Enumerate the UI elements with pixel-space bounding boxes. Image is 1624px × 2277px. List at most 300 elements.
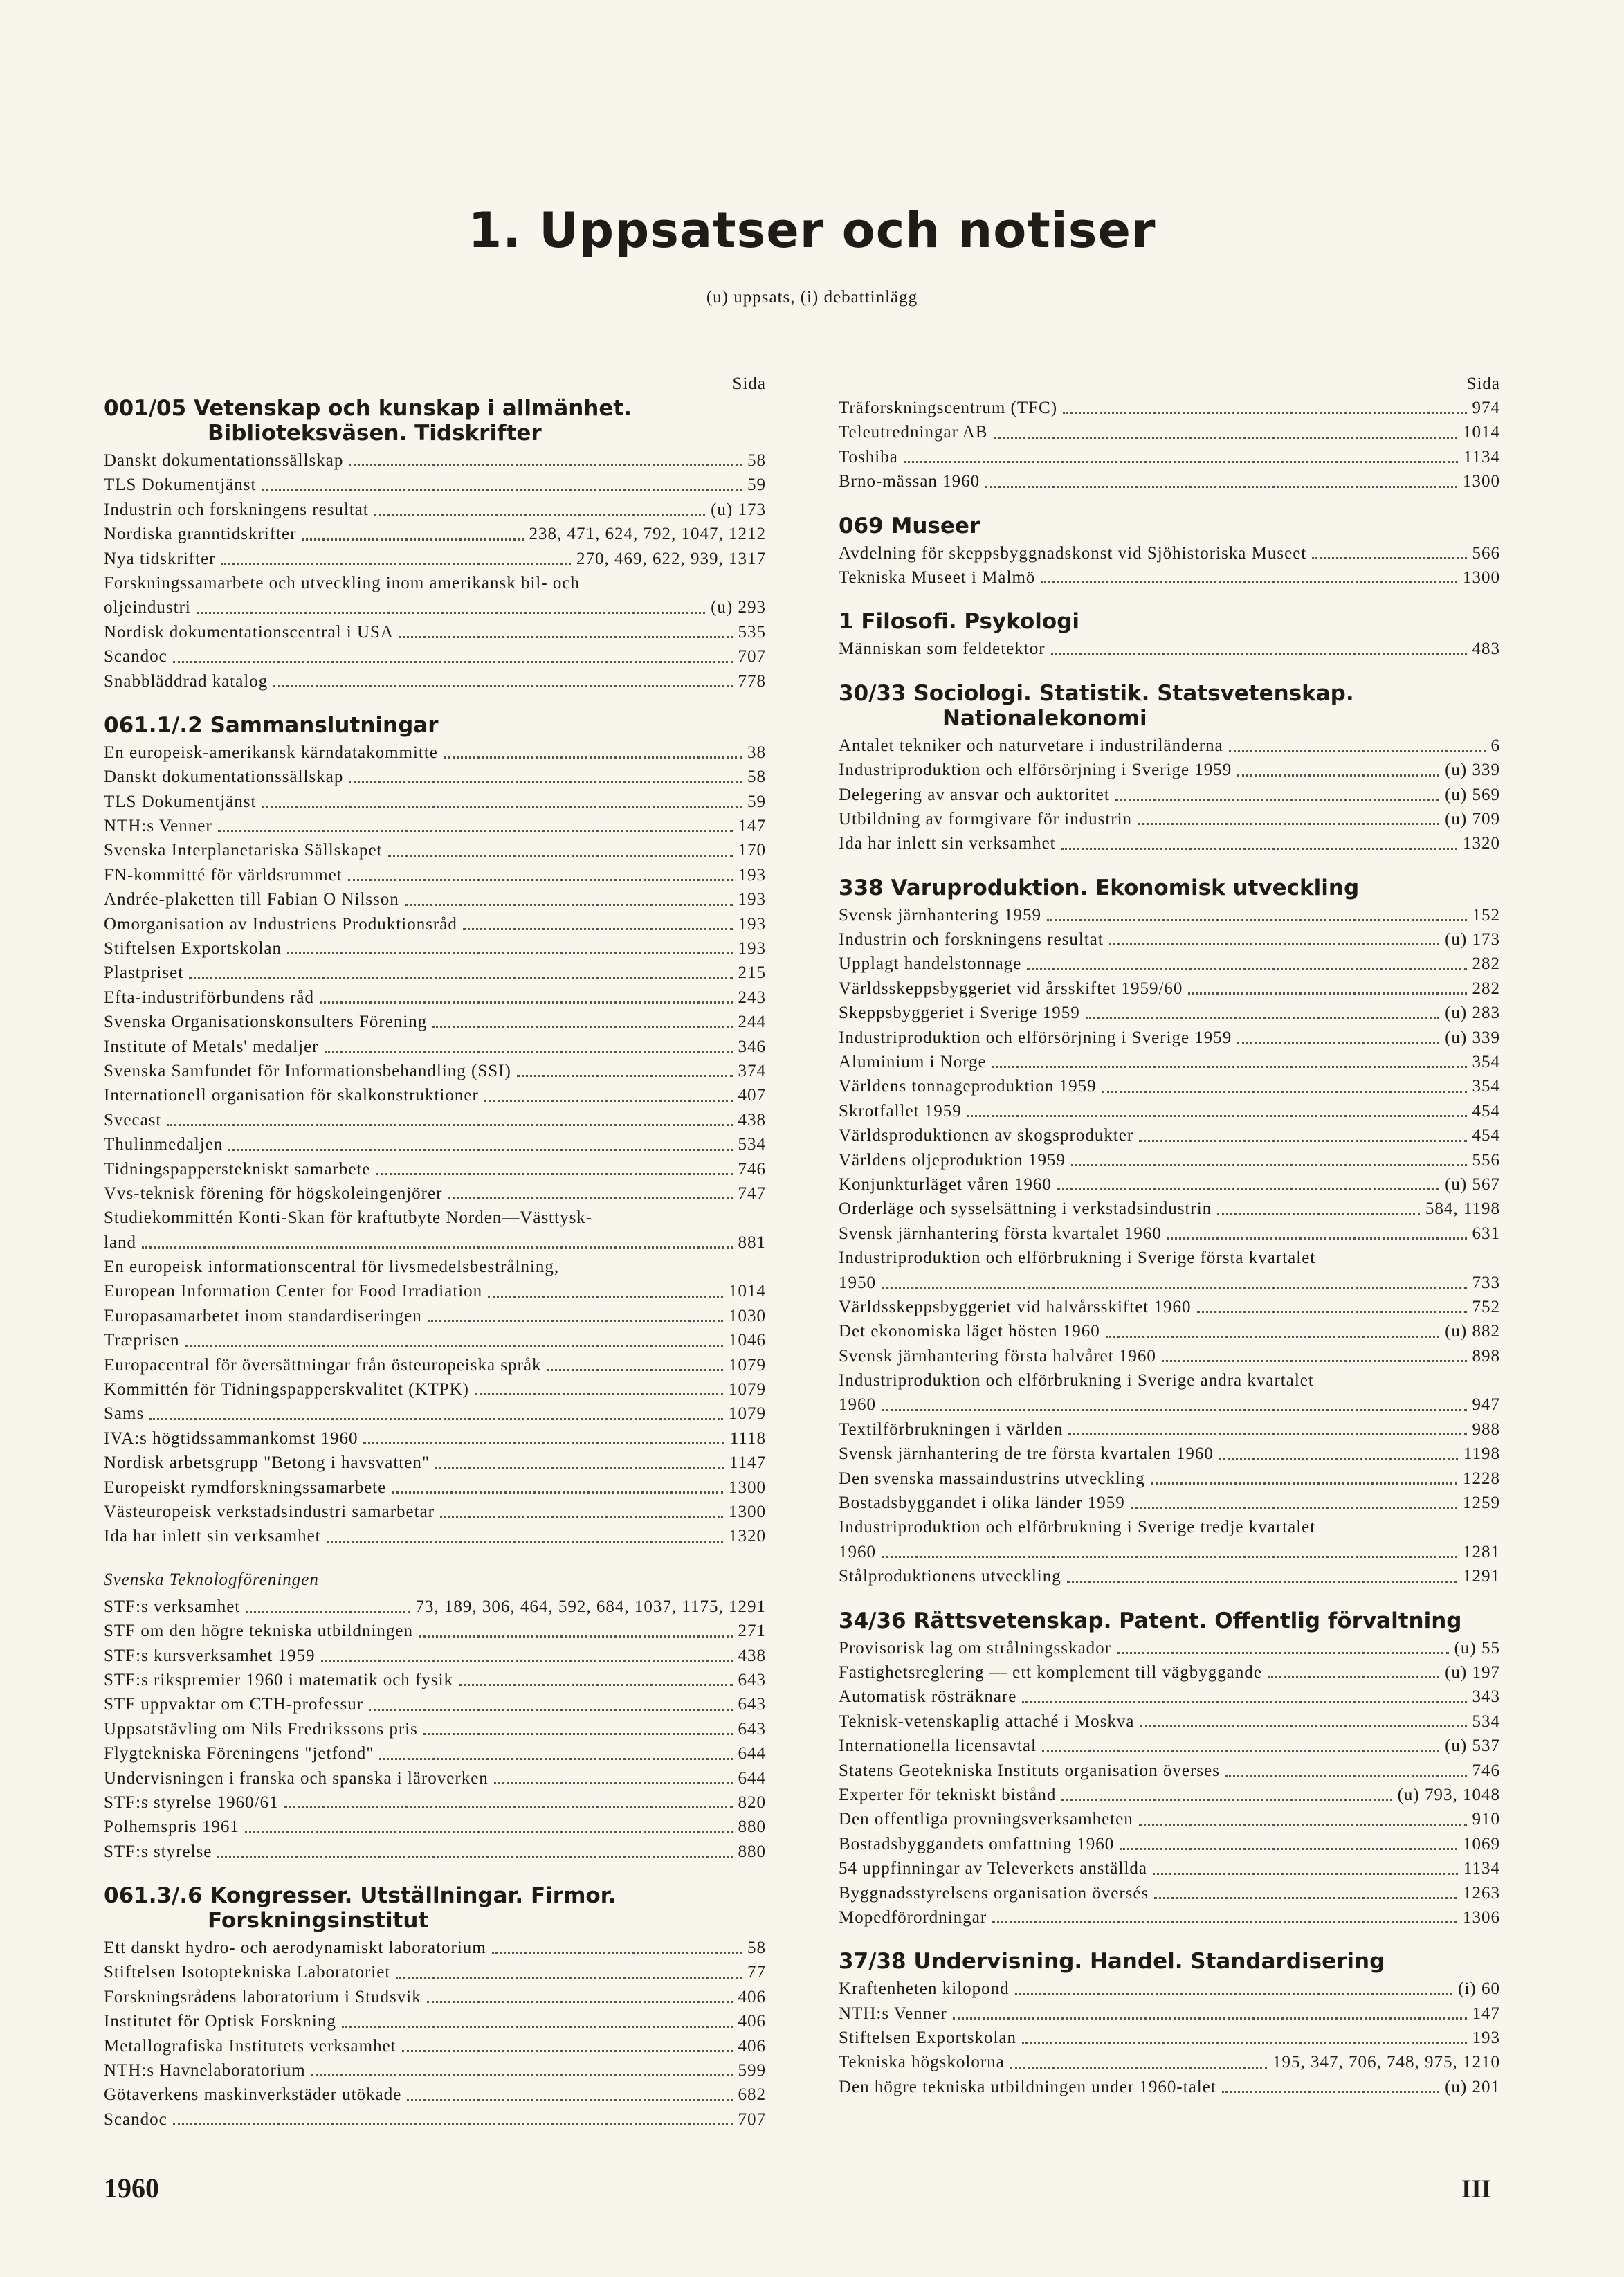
index-entry-title: NTH:s Venner xyxy=(839,2004,947,2023)
leader-dots xyxy=(432,1026,732,1028)
index-entry xyxy=(104,1328,766,1352)
index-entry-title: Scandoc xyxy=(104,2110,167,2129)
index-entry xyxy=(104,644,766,669)
index-entry-page: 407 xyxy=(738,1086,766,1105)
left-column xyxy=(104,372,766,2151)
leader-dots xyxy=(349,464,742,466)
index-entry xyxy=(104,887,766,911)
index-entry xyxy=(104,1132,766,1156)
leader-dots xyxy=(1154,1897,1457,1899)
leader-dots xyxy=(325,1051,733,1053)
index-section xyxy=(839,1949,1500,2099)
index-entry-title: Scandoc xyxy=(104,647,167,666)
index-entry-title: Snabbläddrad katalog xyxy=(104,671,268,691)
leader-dots xyxy=(488,1296,723,1298)
index-entry-title: Götaverkens maskinverkstäder utökade xyxy=(104,2085,402,2105)
index-entry-title: FN-kommitté för världsrummet xyxy=(104,865,343,885)
leader-dots xyxy=(327,1541,723,1543)
index-entry-page: 1281 xyxy=(1463,1542,1500,1561)
index-section xyxy=(104,396,766,693)
index-section xyxy=(104,713,766,1549)
index-entry-page: (u) 882 xyxy=(1445,1322,1500,1341)
index-entry-page: (u) 173 xyxy=(711,500,766,519)
index-entry-title: En europeisk-amerikansk kärndatakommitte xyxy=(104,743,438,762)
leader-dots xyxy=(1222,2091,1439,2093)
index-entry-page: 58 xyxy=(747,1939,766,1958)
index-entry-title: Træprisen xyxy=(104,1331,180,1350)
index-entry-page: (u) 537 xyxy=(1445,1736,1500,1756)
section-heading: 1 Filosofi. Psykologi xyxy=(839,609,1080,635)
index-entry xyxy=(839,831,1500,855)
index-entry-page: 1300 xyxy=(1463,568,1500,587)
index-entry-title: Stiftelsen Exportskolan xyxy=(839,2029,1016,2048)
index-entry-title: Undervisningen i franska och spanska i läroverken xyxy=(104,1768,489,1788)
leader-dots xyxy=(1115,799,1439,801)
index-entry xyxy=(839,1197,1500,1221)
index-entry-title: Svensk järnhantering de tre första kvartalen 1960 xyxy=(839,1444,1214,1464)
section-heading: 37/38 Undervisning. Handel. Standardisering xyxy=(839,1949,1385,1975)
index-entry xyxy=(839,565,1500,590)
index-entry-page: 584, 1198 xyxy=(1425,1199,1500,1219)
index-entry-page: 215 xyxy=(738,963,766,983)
index-entry-title: Internationella licensavtal xyxy=(839,1736,1037,1756)
index-entry-title: 54 uppfinningar av Televerkets anställda xyxy=(839,1859,1147,1878)
index-entry xyxy=(839,1001,1500,1025)
index-entry-title: Tekniska Museet i Malmö xyxy=(839,568,1036,587)
index-entry xyxy=(104,498,766,522)
index-entry xyxy=(104,1476,766,1500)
index-entry xyxy=(104,1960,766,1984)
index-entry-page: 1069 xyxy=(1463,1834,1500,1853)
index-entry-page: 1079 xyxy=(729,1355,766,1375)
index-section xyxy=(839,876,1500,1589)
leader-dots xyxy=(320,1001,732,1004)
index-entry xyxy=(104,790,766,814)
index-entry-title: Vvs-teknisk förening för högskoleingenjörer xyxy=(104,1183,443,1203)
leader-dots xyxy=(1117,1652,1449,1654)
index-entry xyxy=(839,1344,1500,1368)
index-entry-page: 534 xyxy=(738,1135,766,1154)
index-entry xyxy=(839,734,1500,758)
index-entry-page: (u) 339 xyxy=(1445,1028,1500,1047)
index-entry-title: NTH:s Venner xyxy=(104,817,212,836)
index-entry-title: Tekniska högskolorna xyxy=(839,2053,1005,2072)
index-entry-title: STF:s styrelse 1960/61 xyxy=(104,1793,279,1812)
index-entry xyxy=(104,448,766,473)
index-entry-title: Svensk järnhantering första kvartalet 1960 xyxy=(839,1224,1162,1243)
index-entry-title: Omorganisation av Industriens Produktionsråd xyxy=(104,914,457,934)
index-entry-page: 1320 xyxy=(729,1527,766,1546)
index-entry xyxy=(104,961,766,985)
index-entry-title: Metallografiska Institutets verksamhet xyxy=(104,2036,396,2056)
index-entry xyxy=(839,977,1500,1001)
index-entry-page: 880 xyxy=(738,1817,766,1837)
index-section xyxy=(839,681,1500,856)
index-entry-title: Konjunkturläget våren 1960 xyxy=(839,1174,1052,1194)
index-entry xyxy=(839,1491,1500,1515)
index-entry-title: Europasamarbetet inom standardiseringen xyxy=(104,1306,422,1325)
index-entry-page: 1134 xyxy=(1463,447,1500,466)
footer-year: 1960 xyxy=(104,2172,159,2204)
index-entry xyxy=(839,1319,1500,1343)
index-entry-title: Svenska Interplanetariska Sällskapet xyxy=(104,841,383,860)
index-entry-title: Industriproduktion och elförbrukning i Sverige andra kvartalet xyxy=(839,1371,1314,1390)
index-entry xyxy=(839,1074,1500,1098)
index-entry xyxy=(839,1295,1500,1319)
leader-dots xyxy=(142,1246,732,1249)
index-entry-page: 1079 xyxy=(729,1380,766,1399)
index-entry-title: STF:s styrelse xyxy=(104,1842,212,1861)
index-entry-page: 682 xyxy=(738,2085,766,2105)
index-entry-page: 193 xyxy=(738,890,766,909)
index-entry xyxy=(104,1936,766,1960)
index-entry-title: Experter för tekniskt bistånd xyxy=(839,1785,1057,1804)
index-entry xyxy=(104,1426,766,1451)
section-heading: 061.3/.6 Kongresser. Utställningar. Firmor. Forskningsinstitut xyxy=(104,1883,617,1934)
leader-dots xyxy=(994,437,1458,439)
leader-dots xyxy=(221,563,571,565)
index-entry xyxy=(104,1500,766,1524)
index-entry xyxy=(104,814,766,838)
index-entry-title: Nya tidskrifter xyxy=(104,549,216,568)
leader-dots xyxy=(882,1556,1457,1558)
index-entry-page: 406 xyxy=(738,2012,766,2031)
index-entry xyxy=(839,2075,1500,2099)
index-entry xyxy=(839,637,1500,661)
index-entry-title: Provisorisk lag om strålningsskador xyxy=(839,1638,1112,1658)
leader-dots xyxy=(262,806,742,808)
index-entry xyxy=(104,1010,766,1034)
index-entry-page: 644 xyxy=(738,1768,766,1788)
index-entry xyxy=(839,1050,1500,1074)
index-entry-page: 147 xyxy=(738,817,766,836)
index-entry-title: Det ekonomiska läget hösten 1960 xyxy=(839,1322,1100,1341)
index-entry-title: Bostadsbyggandets omfattning 1960 xyxy=(839,1834,1115,1853)
index-entry-page: 556 xyxy=(1472,1150,1500,1170)
index-entry-page: 947 xyxy=(1472,1395,1500,1415)
index-entry-page: 195, 347, 706, 748, 975, 1210 xyxy=(1272,2053,1500,2072)
index-entry-page: (u) 793, 1048 xyxy=(1397,1785,1500,1804)
index-entry xyxy=(839,952,1500,976)
leader-dots xyxy=(448,1197,732,1199)
leader-dots xyxy=(992,1066,1467,1068)
index-entry-title: Teleutredningar AB xyxy=(839,423,988,442)
index-entry-title: Andrée-plaketten till Fabian O Nilsson xyxy=(104,890,399,909)
leader-dots xyxy=(1015,1993,1453,1995)
index-entry-page: 566 xyxy=(1472,543,1500,563)
index-entry xyxy=(839,1540,1500,1564)
index-entry-title: Ida har inlett sin verksamhet xyxy=(839,834,1056,853)
index-entry xyxy=(839,1442,1500,1466)
leader-dots xyxy=(428,1320,723,1322)
index-entry-page: 1134 xyxy=(1463,1859,1500,1878)
leader-dots xyxy=(402,2050,733,2052)
leader-dots xyxy=(1197,1311,1467,1313)
index-entry xyxy=(104,1401,766,1426)
index-entry-page: 343 xyxy=(1472,1687,1500,1707)
index-entry xyxy=(104,473,766,497)
index-entry-page: (u) 709 xyxy=(1445,809,1500,828)
index-entry-page: 1228 xyxy=(1463,1469,1500,1488)
index-entry xyxy=(104,522,766,546)
index-entry-title: Fastighetsreglering — ett komplement till vägbyggande xyxy=(839,1663,1262,1682)
index-entry xyxy=(839,1977,1500,2001)
leader-dots xyxy=(435,1467,724,1469)
leader-dots xyxy=(374,514,705,516)
index-entry-page: 631 xyxy=(1472,1224,1500,1243)
index-entry-title: STF uppvaktar om CTH-professur xyxy=(104,1695,364,1714)
index-entry xyxy=(104,2058,766,2083)
index-entry-page: 535 xyxy=(738,622,766,642)
index-entry-title: Danskt dokumentationssällskap xyxy=(104,768,344,787)
leader-dots xyxy=(1188,992,1466,995)
index-entry-title: Träforskningscentrum (TFC) xyxy=(839,398,1058,417)
index-entry-title: TLS Dokumentjänst xyxy=(104,475,257,495)
index-entry xyxy=(104,1741,766,1766)
leader-dots xyxy=(149,1418,723,1420)
leader-dots xyxy=(1131,1507,1457,1509)
index-entry xyxy=(104,912,766,936)
leader-dots xyxy=(904,461,1458,463)
leader-dots xyxy=(197,612,705,614)
index-entry xyxy=(104,741,766,765)
leader-dots xyxy=(1068,1433,1466,1435)
index-entry-page: 534 xyxy=(1472,1712,1500,1731)
leader-dots xyxy=(1151,1482,1457,1485)
index-entry-page: 193 xyxy=(738,865,766,885)
index-entry-title: Orderläge och sysselsättning i verkstadsindustrin xyxy=(839,1199,1212,1219)
leader-dots xyxy=(185,1345,724,1347)
index-entry-title: Danskt dokumentationssällskap xyxy=(104,451,344,470)
index-entry-page: 898 xyxy=(1472,1346,1500,1366)
index-entry-page: (u) 173 xyxy=(1445,930,1500,950)
index-entry xyxy=(104,669,766,693)
index-entry-title: Stiftelsen Exportskolan xyxy=(104,939,282,959)
index-entry-page: 374 xyxy=(738,1061,766,1080)
index-entry-title: Svensk järnhantering 1959 xyxy=(839,905,1042,925)
index-entry-title: Teknisk-vetenskaplig attaché i Moskva xyxy=(839,1712,1135,1731)
index-entry-title: Textilförbrukningen i världen xyxy=(839,1419,1064,1439)
index-entry-page: 747 xyxy=(738,1183,766,1203)
index-entry xyxy=(104,1059,766,1083)
leader-dots xyxy=(547,1369,723,1371)
index-entry-page: 643 xyxy=(738,1695,766,1714)
section-heading: 30/33 Sociologi. Statistik. Statsvetenskap. Nationalekonomi xyxy=(839,680,1354,731)
index-entry-page: 354 xyxy=(1472,1053,1500,1072)
leader-dots xyxy=(1086,1017,1439,1019)
index-entry-page: 1030 xyxy=(729,1306,766,1325)
index-entry xyxy=(839,1172,1500,1197)
index-entry-page: 707 xyxy=(738,647,766,666)
index-entry-title: Uppsatstävling om Nils Fredrikssons pris xyxy=(104,1719,418,1739)
index-entry-title: Svecast xyxy=(104,1110,162,1130)
index-entry-page: 58 xyxy=(747,451,766,470)
index-entry xyxy=(104,1790,766,1815)
index-entry-page: (u) 201 xyxy=(1445,2077,1500,2096)
index-entry xyxy=(839,469,1500,493)
leader-dots xyxy=(379,1758,732,1760)
index-entry-title: Forskningssamarbete och utveckling inom amerikansk bil- och xyxy=(104,573,581,592)
leader-dots xyxy=(1167,1237,1467,1240)
index-entry-page: 974 xyxy=(1472,398,1500,417)
index-entry xyxy=(839,927,1500,952)
index-entry-title: Europacentral för översättningar från östeuropeiska språk xyxy=(104,1355,542,1375)
leader-dots xyxy=(1225,1775,1467,1777)
index-entry-title: TLS Dokumentjänst xyxy=(104,792,257,811)
index-entry-page: 778 xyxy=(738,671,766,691)
section-heading: 001/05 Vetenskap och kunskap i allmänhet. Biblioteksväsen. Tidskrifter xyxy=(104,396,632,446)
index-entry-page: 707 xyxy=(738,2110,766,2129)
index-entry-title: Kraftenheten kilopond xyxy=(839,1979,1010,1999)
index-entry xyxy=(104,1815,766,1839)
index-entry-title: STF:s verksamhet xyxy=(104,1597,241,1616)
leader-dots xyxy=(1057,1188,1439,1190)
index-entry-page: 282 xyxy=(1472,954,1500,974)
index-entry-page: 1306 xyxy=(1463,1907,1500,1927)
leader-dots xyxy=(1010,2067,1267,2069)
index-entry xyxy=(104,620,766,644)
leader-dots xyxy=(349,781,742,783)
index-entry xyxy=(104,547,766,571)
index-entry xyxy=(839,1099,1500,1123)
index-entry-title: Nordisk dokumentationscentral i USA xyxy=(104,622,394,642)
leader-dots xyxy=(396,1977,742,1979)
index-entry-title: STF om den högre tekniska utbildningen xyxy=(104,1622,413,1641)
leader-dots xyxy=(245,1831,733,1833)
index-entry-title: NTH:s Havnelaboratorium xyxy=(104,2061,306,2080)
index-entry xyxy=(839,1467,1500,1491)
index-entry-page: 881 xyxy=(738,1233,766,1252)
index-entry-title: Mopedförordningar xyxy=(839,1907,987,1927)
index-entry-title: Skrotfallet 1959 xyxy=(839,1101,962,1121)
index-entry-title: Industriproduktion och elförbrukning i Sverige första kvartalet xyxy=(839,1249,1316,1268)
index-entry-title: Svenska Samfundet för Informationsbehandling (SSI) xyxy=(104,1061,511,1080)
index-entry-title: Västeuropeisk verkstadsindustri samarbetar xyxy=(104,1503,435,1521)
index-entry xyxy=(839,783,1500,807)
index-entry-title: Statens Geotekniska Instituts organisation överses xyxy=(839,1761,1220,1780)
index-entry-title: Världens oljeproduktion 1959 xyxy=(839,1150,1066,1170)
leader-dots xyxy=(419,1635,733,1638)
leader-dots xyxy=(407,2099,732,2101)
index-entry-title: Nordiska granntidskrifter xyxy=(104,525,297,544)
leader-dots xyxy=(1041,581,1457,583)
index-entry xyxy=(104,2034,766,2058)
leader-dots xyxy=(321,1660,733,1662)
leader-dots xyxy=(882,1409,1467,1411)
index-entry-page: (u) 197 xyxy=(1445,1663,1500,1682)
index-entry-title: Ida har inlett sin verksamhet xyxy=(104,1527,321,1546)
index-entry-page: 454 xyxy=(1472,1101,1500,1121)
index-entry-page: 820 xyxy=(738,1793,766,1812)
section-heading: 34/36 Rättsvetenskap. Patent. Offentlig förvaltning xyxy=(839,1608,1462,1633)
index-entry-page: 438 xyxy=(738,1110,766,1130)
index-entry-page: 643 xyxy=(738,1719,766,1739)
leader-dots xyxy=(1106,1336,1439,1338)
leader-dots xyxy=(1120,1848,1457,1850)
index-entry-title-cont: 1960 xyxy=(839,1395,876,1415)
leader-dots xyxy=(1102,1091,1467,1093)
index-entry-title: Skeppsbyggeriet i Sverige 1959 xyxy=(839,1004,1080,1023)
leader-dots xyxy=(985,486,1457,488)
index-entry-page: (u) 567 xyxy=(1445,1174,1500,1194)
index-entry xyxy=(104,1619,766,1643)
index-entry-title: Forskningsrådens laboratorium i Studsvik xyxy=(104,1987,421,2006)
index-entry-page: 59 xyxy=(747,475,766,495)
leader-dots xyxy=(311,2074,733,2076)
index-entry-title: Industrin och forskningens resultat xyxy=(104,500,369,519)
right-column xyxy=(839,372,1500,2119)
index-entry xyxy=(104,1181,766,1206)
index-entry xyxy=(839,1881,1500,1905)
sida-label: Sida xyxy=(1466,374,1500,393)
index-entry-page: (u) 55 xyxy=(1454,1638,1500,1658)
leader-dots xyxy=(189,977,732,979)
index-entry xyxy=(839,1685,1500,1709)
index-entry-title: Upplagt handelstonnage xyxy=(839,954,1022,974)
index-entry xyxy=(104,1524,766,1548)
index-entry-title: Tidningspapperstekniskt samarbete xyxy=(104,1159,371,1179)
leader-dots xyxy=(167,1124,732,1126)
leader-dots xyxy=(882,1287,1467,1289)
index-entry xyxy=(104,863,766,887)
index-entry xyxy=(104,1644,766,1668)
leader-dots xyxy=(992,1921,1457,1923)
index-entry xyxy=(839,1636,1500,1660)
leader-dots xyxy=(369,1709,732,1711)
index-entry-page: 733 xyxy=(1472,1273,1500,1292)
index-entry-page: 271 xyxy=(738,1622,766,1641)
index-entry-title: Ett danskt hydro- och aerodynamiskt laboratorium xyxy=(104,1939,486,1958)
index-entry-title: Industriproduktion och elförsörjning i Sverige 1959 xyxy=(839,1028,1232,1047)
index-entry-page: 38 xyxy=(747,743,766,762)
index-entry-page: 270, 469, 622, 939, 1317 xyxy=(576,549,766,568)
leader-dots xyxy=(463,928,733,930)
index-entry-page: 406 xyxy=(738,1987,766,2006)
index-entry xyxy=(104,595,766,619)
index-entry-page: (u) 339 xyxy=(1445,761,1500,780)
footer-page-number: III xyxy=(1461,2175,1492,2204)
index-entry xyxy=(104,1231,766,1255)
index-entry-title: Världsskeppsbyggeriet vid halvårsskiftet 1960 xyxy=(839,1297,1192,1316)
index-entry xyxy=(839,1271,1500,1295)
index-entry-page: 6 xyxy=(1490,736,1500,755)
index-entry-title: Bostadsbyggandet i olika länder 1959 xyxy=(839,1494,1125,1513)
index-entry-page: 1291 xyxy=(1463,1567,1500,1586)
index-entry-title-cont: oljeindustri xyxy=(104,598,191,617)
index-entry xyxy=(839,1564,1500,1588)
index-entry-title: Institute of Metals' medaljer xyxy=(104,1037,319,1056)
index-entry-title: Plastpriset xyxy=(104,963,184,983)
index-entry-page: 1259 xyxy=(1463,1494,1500,1513)
index-entry xyxy=(839,1856,1500,1880)
index-entry-title-cont: 1960 xyxy=(839,1542,876,1561)
index-entry xyxy=(839,2026,1500,2050)
leader-dots xyxy=(1063,412,1466,414)
index-entry-title: Stiftelsen Isotoptekniska Laboratoriet xyxy=(104,1963,391,1982)
leader-dots xyxy=(1071,1164,1467,1166)
index-entry-page: 454 xyxy=(1472,1126,1500,1145)
index-entry-page: 346 xyxy=(738,1037,766,1056)
index-entry-title: STF:s rikspremier 1960 i matematik och fysik xyxy=(104,1670,454,1689)
index-entry-title: Efta-industriförbundens råd xyxy=(104,988,315,1007)
index-entry-title: Avdelning för skeppsbyggnadskonst vid Sjöhistoriska Museet xyxy=(839,543,1307,563)
index-entry-page: 147 xyxy=(1472,2004,1500,2023)
index-entry-page: 752 xyxy=(1472,1297,1500,1316)
index-entry-title: Toshiba xyxy=(839,447,898,466)
leader-dots xyxy=(388,855,733,857)
index-entry xyxy=(104,1083,766,1107)
leader-dots xyxy=(1061,848,1457,850)
